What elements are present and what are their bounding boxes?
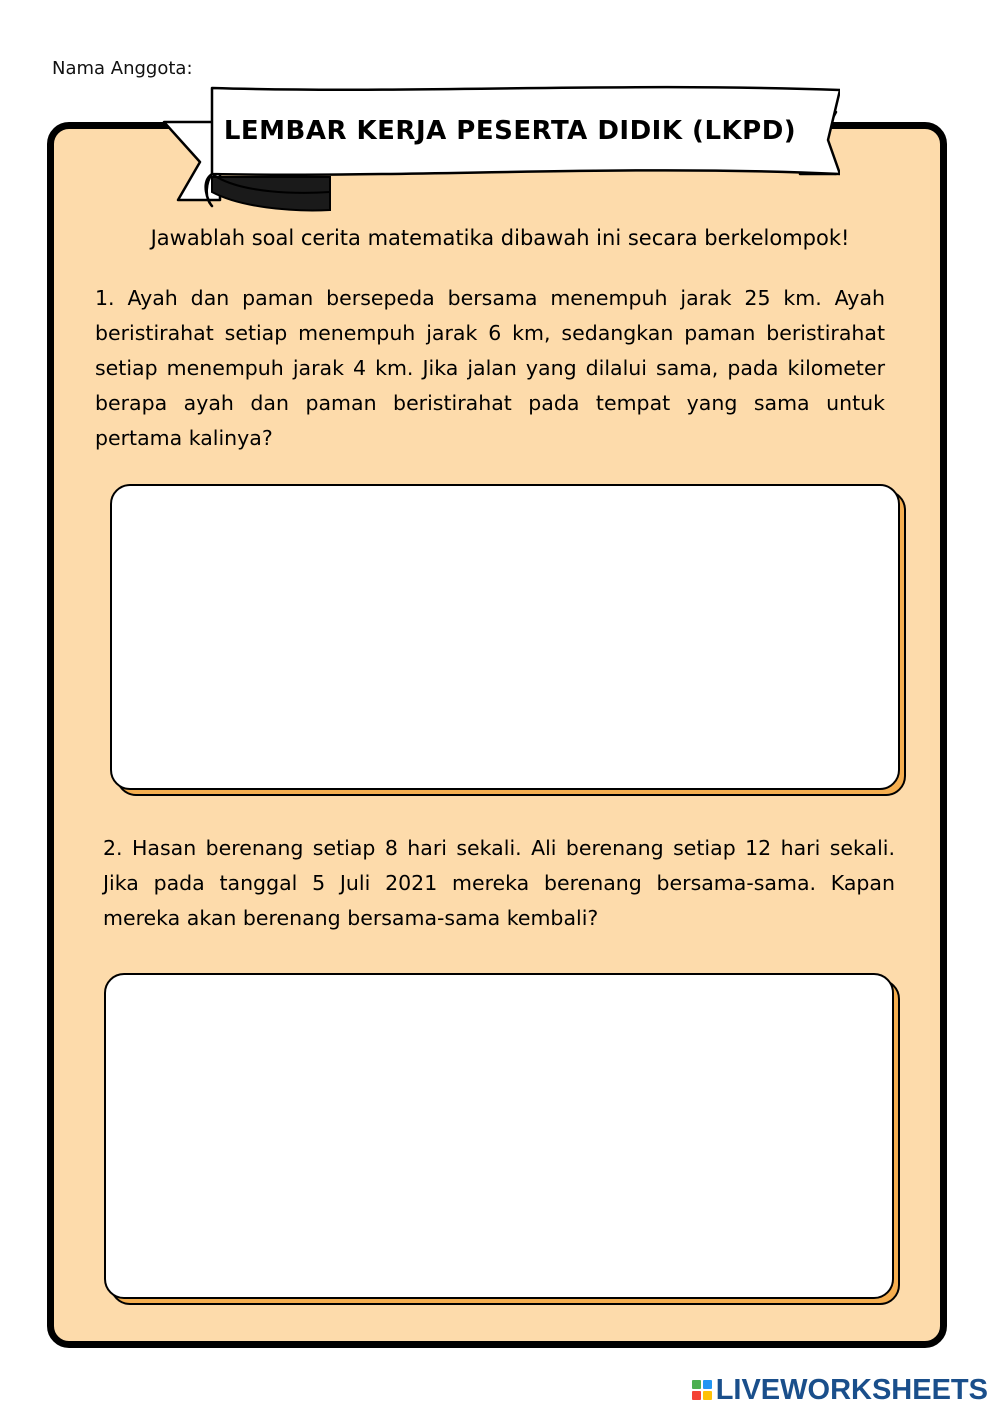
instruction-text: Jawablah soal cerita matematika dibawah ini secara berkelompok! — [150, 226, 850, 250]
logo-tile — [692, 1380, 701, 1389]
logo-tile — [703, 1391, 712, 1400]
nama-anggota-label: Nama Anggota: — [52, 58, 193, 79]
answer-box-1[interactable] — [110, 484, 900, 790]
liveworksheets-brand — [692, 1372, 988, 1408]
brand-name: LIVEWORKSHEETS — [715, 1373, 988, 1406]
title-banner — [160, 82, 840, 217]
question-1-text: 1. Ayah dan paman bersepeda bersama menempuh jarak 25 km. Ayah beristirahat setiap menempuh jarak 6 km, sedangkan paman beristirahat setiap menempuh jarak 4 km. Jika jalan yang dilalui sama, pada kilometer berapa ayah dan paman beristirahat pada tempat yang sama untuk pertama kalinya? — [95, 286, 885, 450]
logo-tile — [692, 1391, 701, 1400]
logo-tile — [703, 1380, 712, 1389]
worksheet-title: LEMBAR KERJA PESERTA DIDIK (LKPD) — [223, 116, 797, 146]
answer-box-2[interactable] — [104, 973, 894, 1299]
question-2-text: 2. Hasan berenang setiap 8 hari sekali. Ali berenang setiap 12 hari sekali. Jika pada tanggal 5 Juli 2021 mereka berenang bersama-sama. Kapan mereka akan berenang bersama-sama kembali? — [103, 836, 895, 930]
liveworksheets-logo-icon — [692, 1380, 712, 1400]
